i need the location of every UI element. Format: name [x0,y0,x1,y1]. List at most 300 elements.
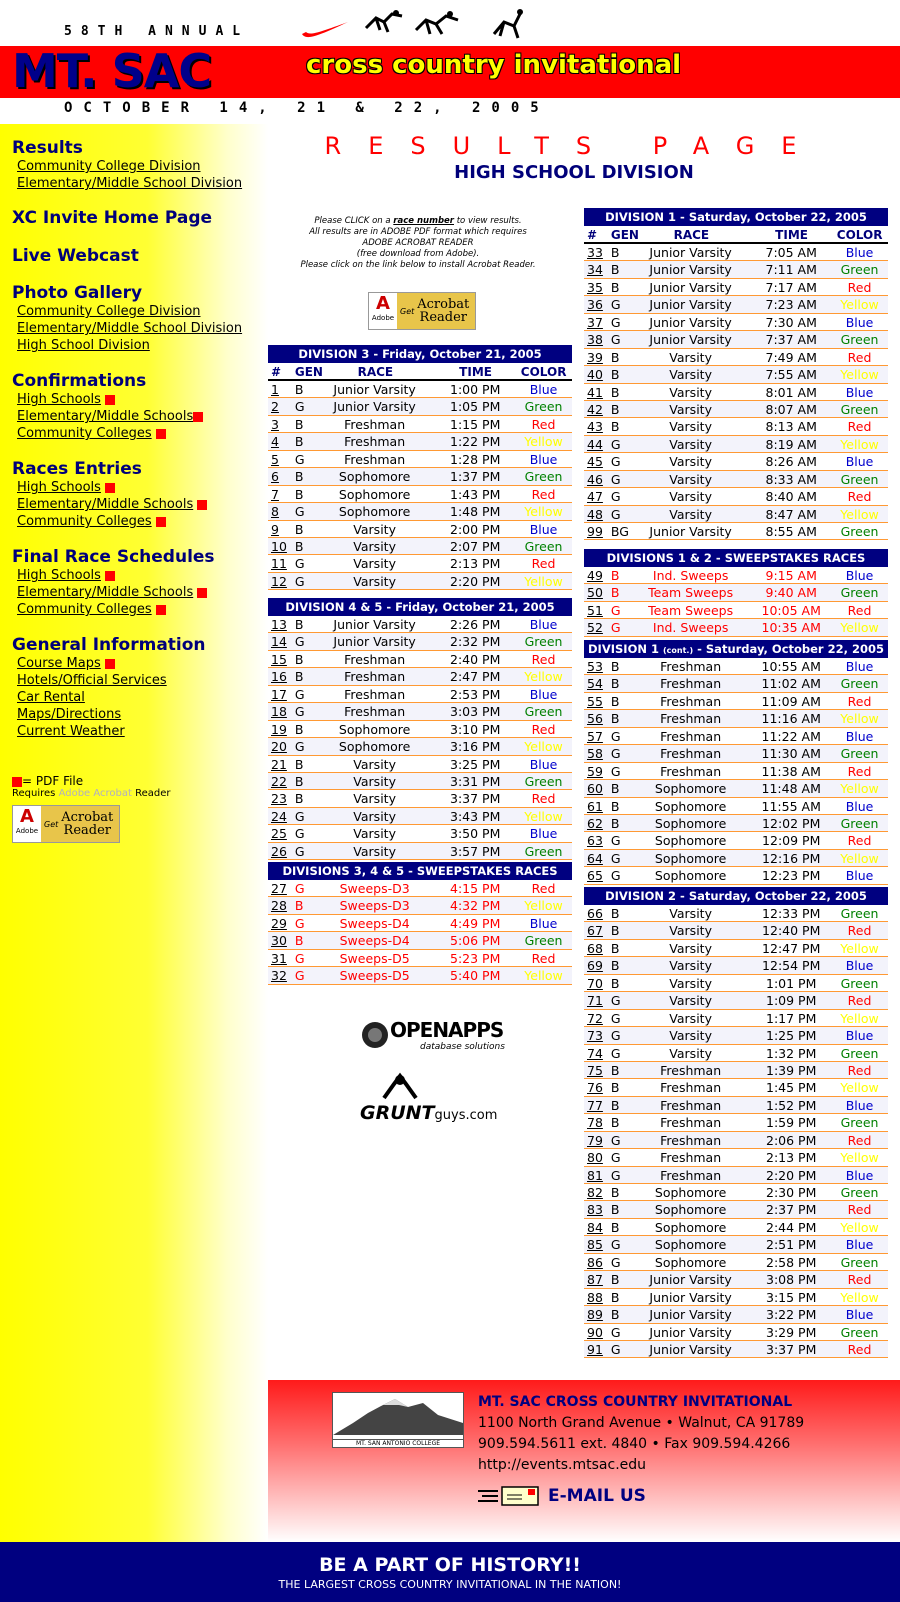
table-row [268,790,572,807]
gender-cell: B [610,815,620,831]
race-number-link[interactable]: 23 [271,791,287,807]
race-number-link[interactable]: 65 [587,868,603,884]
time-cell: 2:37 PM [766,1202,817,1218]
race-cell: Freshman [660,1080,722,1096]
race-number-link[interactable]: 41 [587,384,603,400]
race-number-link[interactable]: 20 [271,739,287,755]
swoosh-logo [300,18,350,40]
gender-cell: B [610,1307,620,1323]
table-row [584,992,888,1009]
race-cell: Varsity [353,756,396,772]
pdf-icon [197,500,207,510]
color-cell: Blue [529,756,558,772]
time-cell: 7:37 AM [765,332,817,348]
gender-cell: B [294,651,304,667]
race-number-link[interactable]: 11 [271,556,287,572]
time-cell: 2:32 PM [450,634,501,650]
email-us-link[interactable] [478,1485,646,1507]
race-number-link[interactable]: 89 [587,1307,603,1323]
color-cell: Green [524,634,563,650]
reader-text: Reader [135,788,171,799]
gender-cell: G [294,399,305,415]
color-cell: Green [524,538,563,554]
color-cell: Yellow [840,1219,879,1235]
race-number-link[interactable]: 12 [271,573,287,589]
race-cell: Varsity [669,384,712,400]
table-row [584,418,888,435]
color-cell: Blue [845,245,874,260]
hotels-link[interactable]: Hotels/Official Services [17,673,167,688]
color-cell: Red [847,923,872,939]
directions-link[interactable]: Maps/Directions [17,707,122,722]
race-number-link[interactable]: 39 [587,349,603,365]
race-number-link[interactable]: 91 [587,1341,603,1357]
confirm-link-ems[interactable]: Elementary/Middle Schools [17,409,194,424]
race-cell: Sweeps-D3 [339,881,410,896]
race-number-link[interactable]: 34 [587,262,603,278]
race-number-link[interactable]: 84 [587,1219,603,1235]
race-number-link[interactable]: 78 [587,1115,603,1131]
grunt-logo[interactable] [360,1072,497,1124]
race-number-link[interactable]: 25 [271,826,287,842]
race-cell: Sophomore [338,469,411,485]
table-row [268,503,572,520]
home-link[interactable]: XC Invite Home Page [12,208,213,228]
race-number-link[interactable]: 80 [587,1150,603,1166]
race-number-link[interactable]: 58 [587,746,603,762]
table-row [584,905,888,922]
table-row [268,573,572,590]
time-cell: 1:43 PM [450,486,501,502]
table-row [268,738,572,755]
gender-cell: G [610,1028,621,1044]
time-cell: 2:13 PM [766,1150,817,1166]
entries-link-hs[interactable]: High Schools [17,480,101,495]
race-number-link[interactable]: 47 [587,489,603,505]
race-number-link[interactable]: 40 [587,367,603,383]
course-maps-link[interactable]: Course Maps [17,656,101,671]
color-cell: Red [847,1132,872,1148]
time-cell: 11:16 AM [761,711,821,727]
table-row [584,1045,888,1062]
time-cell: 3:43 PM [450,808,501,824]
schedules-link-cc[interactable]: Community Colleges [17,602,152,617]
gender-cell: G [610,1132,621,1148]
race-number-link[interactable]: 31 [271,950,287,966]
color-cell: Green [524,469,563,485]
time-cell: 10:55 AM [761,659,821,674]
gender-cell: B [610,711,620,727]
race-cell: Freshman [660,1097,722,1113]
table-row [268,381,572,398]
time-cell: 10:05 AM [761,602,821,618]
race-number-link[interactable]: 9 [271,521,279,537]
race-number-link[interactable]: 73 [587,1028,603,1044]
contact-url[interactable]: http://events.mtsac.edu [478,1457,647,1473]
race-number-link[interactable]: 22 [271,773,287,789]
table-row [584,331,888,348]
car-rental-link[interactable]: Car Rental [17,690,85,705]
time-cell: 1:45 PM [766,1080,817,1096]
time-cell: 3:10 PM [450,721,501,737]
table-row [584,296,888,313]
gender-cell: B [610,245,620,260]
race-number-link[interactable]: 72 [587,1010,603,1026]
time-cell: 1:28 PM [450,451,501,467]
race-number-link[interactable]: 33 [587,245,603,260]
race-number-link[interactable]: 18 [271,704,287,720]
race-cell: Varsity [669,1028,712,1044]
race-number-link[interactable]: 50 [587,585,603,601]
race-number-link[interactable]: 59 [587,763,603,779]
race-number-link[interactable]: 42 [587,401,603,417]
time-cell: 12:40 PM [762,923,821,939]
time-cell: 7:11 AM [765,262,817,278]
race-number-link[interactable]: 81 [587,1167,603,1183]
race-number-link[interactable]: 67 [587,923,603,939]
time-cell: 12:16 PM [762,850,821,866]
race-cell: Ind. Sweeps [652,620,729,636]
race-number-link[interactable]: 62 [587,815,603,831]
time-cell: 3:22 PM [766,1307,817,1323]
pdf-icon [156,605,166,615]
time-cell: 3:25 PM [450,756,501,772]
table-row [584,1236,888,1253]
pdf-icon [105,571,115,581]
race-number-link[interactable]: 13 [271,617,287,632]
gender-cell: G [294,881,305,896]
color-cell: Blue [529,382,558,397]
gender-cell: B [610,279,620,295]
annual-label: 58TH ANNUAL [64,24,250,39]
gender-cell: B [294,486,304,502]
race-number-link[interactable]: 24 [271,808,287,824]
color-cell: Green [840,1045,879,1061]
time-cell: 1:05 PM [450,399,501,415]
race-number-link[interactable]: 29 [271,915,287,931]
time-cell: 11:38 AM [761,763,821,779]
table-row [584,314,888,331]
race-number-link[interactable]: 14 [271,634,287,650]
race-number-link[interactable]: 52 [587,620,603,636]
race-number-link[interactable]: 49 [587,568,603,583]
color-cell: Red [847,1202,872,1218]
gender-cell: B [294,416,304,432]
division-title: HIGH SCHOOL DIVISION [454,162,694,183]
race-number-link[interactable]: 87 [587,1272,603,1288]
gender-cell: B [294,933,304,949]
race-number-link[interactable]: 48 [587,506,603,522]
openapps-logo[interactable] [360,1018,505,1052]
gender-cell: G [294,739,305,755]
race-cell: Freshman [344,651,406,667]
race-number-link[interactable]: 21 [271,756,287,772]
race-cell: Varsity [353,791,396,807]
color-cell: Blue [845,454,874,470]
race-number-link[interactable]: 36 [587,297,603,313]
race-cell: Team Sweeps [648,585,734,601]
race-number-link[interactable]: 38 [587,332,603,348]
race-number-link[interactable]: 79 [587,1132,603,1148]
race-cell: Freshman [660,1062,722,1078]
race-cell: Varsity [353,826,396,842]
time-cell: 1:17 PM [766,1010,817,1026]
schedules-link-hs[interactable]: High Schools [17,568,101,583]
gender-cell: B [610,975,620,991]
general-heading: General Information [12,635,206,655]
race-number-link[interactable]: 26 [271,843,287,859]
time-cell: 12:54 PM [762,958,821,974]
race-cell: Sophomore [654,850,727,866]
time-cell: 2:06 PM [766,1132,817,1148]
race-number-link[interactable]: 88 [587,1289,603,1305]
race-cell: Sophomore [654,1254,727,1270]
race-cell: Freshman [660,693,722,709]
race-number-link[interactable]: 28 [271,898,287,914]
race-number-link[interactable]: 71 [587,993,603,1009]
division-3-table [268,345,572,590]
gender-cell: G [610,314,621,330]
race-number-link[interactable]: 2 [271,399,279,415]
race-number-link[interactable]: 27 [271,881,287,896]
gender-cell: B [294,669,304,685]
time-cell: 1:25 PM [766,1028,817,1044]
race-number-link[interactable]: 86 [587,1254,603,1270]
color-cell: Yellow [524,898,563,914]
time-cell: 1:39 PM [766,1062,817,1078]
color-cell: Blue [529,617,558,632]
race-number-link[interactable]: 74 [587,1045,603,1061]
table-row [584,1079,888,1096]
results-link-ems[interactable]: Elementary/Middle School Division [17,176,243,191]
race-number-link[interactable]: 99 [587,524,603,539]
race-number-link[interactable]: 30 [271,933,287,949]
race-cell: Varsity [669,993,712,1009]
openapps-text: OPENAPPS [390,1018,504,1042]
time-cell: 10:35 AM [761,620,821,636]
gender-cell: G [610,1254,621,1270]
adobe-acrobat-link[interactable]: Adobe Acrobat [58,788,132,799]
table-row [584,1201,888,1218]
table-row [584,710,888,727]
race-number-link[interactable]: 61 [587,798,603,814]
race-number-link[interactable]: 19 [271,721,287,737]
race-cell: Varsity [669,975,712,991]
race-cell: Sophomore [338,739,411,755]
table-row [268,538,572,555]
time-cell: 2:47 PM [450,669,501,685]
table-row [268,633,572,650]
race-number-link[interactable]: 66 [587,906,603,921]
race-number-link[interactable]: 60 [587,781,603,797]
color-cell: Yellow [840,620,879,636]
race-number-link[interactable]: 63 [587,833,603,849]
race-number-link[interactable]: 57 [587,728,603,744]
grunt-figure-icon [380,1072,420,1100]
race-cell: Junior Varsity [333,617,416,632]
color-cell: Blue [845,1028,874,1044]
race-cell: Junior Varsity [333,634,416,650]
table-row [584,349,888,366]
race-number-link[interactable]: 69 [587,958,603,974]
acrobat-reader-label: Acrobat Reader [417,297,470,325]
acrobat-reader-download[interactable] [368,292,476,330]
color-cell: Yellow [840,940,879,956]
race-number-link[interactable]: 15 [271,651,287,667]
time-cell: 12:47 PM [762,940,821,956]
race-number-link[interactable]: 90 [587,1324,603,1340]
acrobat-reader-label: Acrobat Reader [61,810,114,838]
time-cell: 1:52 PM [766,1097,817,1113]
time-cell: 1:37 PM [450,469,501,485]
color-cell: Green [840,332,879,348]
race-number-link[interactable]: 7 [271,486,279,502]
gallery-heading: Photo Gallery [12,283,143,303]
race-number-link[interactable]: 53 [587,659,603,674]
race-number-link[interactable]: 10 [271,538,287,554]
gallery-link-ems[interactable]: Elementary/Middle School Division [17,321,243,336]
email-label: E-MAIL US [548,1486,646,1506]
race-number-link[interactable]: 70 [587,975,603,991]
race-number-link[interactable]: 8 [271,504,279,520]
weather-link[interactable]: Current Weather [17,724,125,739]
confirm-link-hs[interactable]: High Schools [17,392,101,407]
race-number-link[interactable]: 45 [587,454,603,470]
race-cell: Junior Varsity [649,279,732,295]
color-cell: Green [840,401,879,417]
race-number-link[interactable]: 46 [587,471,603,487]
time-cell: 2:51 PM [766,1237,817,1253]
color-cell: Blue [845,1237,874,1253]
race-number-link[interactable]: 77 [587,1097,603,1113]
results-link-cc[interactable]: Community College Division [17,159,201,174]
race-number-link[interactable]: 43 [587,419,603,435]
color-cell: Red [531,556,556,572]
race-number-link[interactable]: 68 [587,940,603,956]
time-cell: 2:00 PM [450,521,501,537]
race-number-link[interactable]: 4 [271,434,279,450]
race-cell: Freshman [660,659,722,674]
time-cell: 11:02 AM [761,676,821,692]
confirm-link-cc[interactable]: Community Colleges [17,426,152,441]
table-row [584,815,888,832]
gender-cell: B [294,469,304,485]
color-cell: Green [840,524,879,539]
time-cell: 2:20 PM [766,1167,817,1183]
table-row [268,825,572,842]
table-row [268,808,572,825]
table-row [584,366,888,383]
race-number-link[interactable]: 44 [587,436,603,452]
table-row [584,471,888,488]
race-number-link[interactable]: 85 [587,1237,603,1253]
schedules-heading: Final Race Schedules [12,547,215,567]
table-row [584,957,888,974]
race-cell: Varsity [353,556,396,572]
race-number-link[interactable]: 75 [587,1062,603,1078]
race-cell: Freshman [344,416,406,432]
gallery-link-hs[interactable]: High School Division [17,338,150,353]
race-number-link[interactable]: 6 [271,469,279,485]
race-number-link[interactable]: 54 [587,676,603,692]
race-number-link[interactable]: 82 [587,1185,603,1200]
race-cell: Varsity [353,573,396,589]
color-cell: Blue [845,659,874,674]
pdf-legend-text: = PDF File [22,774,84,788]
race-number-link[interactable]: 83 [587,1202,603,1218]
table-header: DIVISION 1 - Saturday, October 22, 2005 [584,208,888,226]
time-cell: 3:37 PM [766,1341,817,1357]
race-number-link[interactable]: 3 [271,416,279,432]
race-number-link[interactable]: 55 [587,693,603,709]
table-row [584,763,888,780]
race-number-link[interactable]: 51 [587,602,603,618]
race-number-link[interactable]: 32 [271,968,287,984]
race-cell: Freshman [660,763,722,779]
race-number-link[interactable]: 56 [587,711,603,727]
schedules-link-ems[interactable]: Elementary/Middle Schools [17,585,194,600]
race-cell: Freshman [660,1150,722,1166]
race-cell: Freshman [660,728,722,744]
race-cell: Varsity [353,773,396,789]
gender-cell: B [610,262,620,278]
color-cell: Green [524,773,563,789]
acrobat-reader-badge[interactable] [12,805,120,843]
table-row [268,756,572,773]
color-cell: Yellow [524,669,563,685]
get-text: Get [400,306,415,316]
time-cell: 3:16 PM [450,739,501,755]
gender-cell: B [610,1219,620,1235]
site-subtitle: cross country invitational [306,50,682,80]
race-number-link[interactable]: 1 [271,382,279,397]
gender-cell: G [610,833,621,849]
race-number-link[interactable]: 76 [587,1080,603,1096]
table-row [268,416,572,433]
race-number-link[interactable]: 16 [271,669,287,685]
get-text: Get [44,819,59,829]
table-row [268,555,572,572]
table-row [268,468,572,485]
gender-cell: B [294,721,304,737]
time-cell: 2:13 PM [450,556,501,572]
race-number-link[interactable]: 35 [587,279,603,295]
race-cell: Varsity [669,419,712,435]
race-cell: Freshman [344,686,406,702]
webcast-link[interactable]: Live Webcast [12,246,139,266]
gender-cell: B [610,1185,620,1200]
race-number-link[interactable]: 17 [271,686,287,702]
time-cell: 3:03 PM [450,704,501,720]
gender-cell: G [294,843,305,859]
entries-link-ems[interactable]: Elementary/Middle Schools [17,497,194,512]
race-cell: Sweeps-D3 [339,898,410,914]
entries-heading: Races Entries [12,459,142,479]
time-cell: 1:22 PM [450,434,501,450]
race-cell: Varsity [353,521,396,537]
color-cell: Red [531,486,556,502]
race-number-link[interactable]: 5 [271,451,279,467]
table-row [268,398,572,415]
race-cell: Freshman [660,676,722,692]
color-cell: Yellow [840,1080,879,1096]
race-number-link[interactable]: 37 [587,314,603,330]
race-number-link[interactable]: 64 [587,850,603,866]
entries-link-cc[interactable]: Community Colleges [17,514,152,529]
table-row [584,1341,888,1358]
table-row [584,602,888,619]
gallery-link-cc[interactable]: Community College Division [17,304,201,319]
